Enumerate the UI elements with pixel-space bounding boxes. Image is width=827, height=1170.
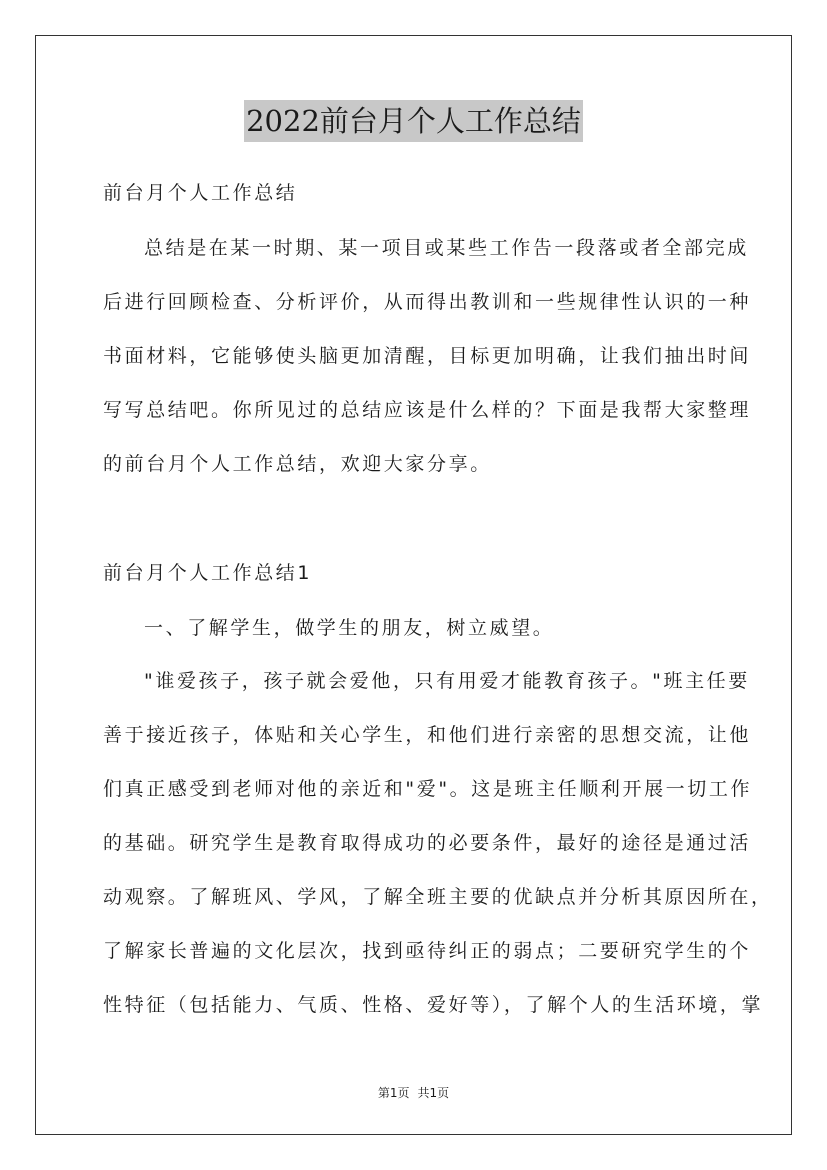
section1-line: 了解家长普遍的文化层次，找到亟待纠正的弱点；二要研究学生的个: [103, 940, 752, 962]
intro-line: 总结是在某一时期、某一项目或某些工作告一段落或者全部完成: [144, 237, 749, 259]
intro-line: 后进行回顾检查、分析评价，从而得出教训和一些规律性认识的一种: [103, 291, 752, 313]
section1-line: 善于接近孩子，体贴和关心学生，和他们进行亲密的思想交流，让他: [103, 724, 752, 746]
document-title: 2022前台月个人工作总结: [244, 100, 583, 142]
page-number: 第1页: [377, 1086, 410, 1100]
section1-line: 们真正感受到老师对他的亲近和"爱"。这是班主任顺利开展一切工作: [103, 778, 753, 800]
section1-line: 性特征（包括能力、气质、性格、爱好等），了解个人的生活环境，掌: [103, 994, 764, 1016]
intro-heading: 前台月个人工作总结: [103, 182, 298, 204]
title-container: [0, 100, 827, 142]
intro-line: 写写总结吧。你所见过的总结应该是什么样的？下面是我帮大家整理: [103, 399, 752, 421]
section1-heading: 前台月个人工作总结1: [103, 562, 313, 584]
intro-line: 书面材料，它能够使头脑更加清醒，目标更加明确，让我们抽出时间: [103, 345, 752, 367]
section1-line: 动观察。了解班风、学风，了解全班主要的优缺点并分析其原因所在，: [103, 886, 773, 908]
intro-line: 的前台月个人工作总结，欢迎大家分享。: [103, 453, 492, 475]
section1-line: 的基础。研究学生是教育取得成功的必要条件，最好的途径是通过活: [103, 832, 752, 854]
section1-line: "谁爱孩子，孩子就会爱他，只有用爱才能教育孩子。"班主任要: [144, 670, 750, 692]
section1-point: 一、了解学生，做学生的朋友，树立威望。: [144, 617, 555, 639]
page-total: 共1页: [417, 1086, 450, 1100]
page-footer: [0, 1084, 827, 1101]
